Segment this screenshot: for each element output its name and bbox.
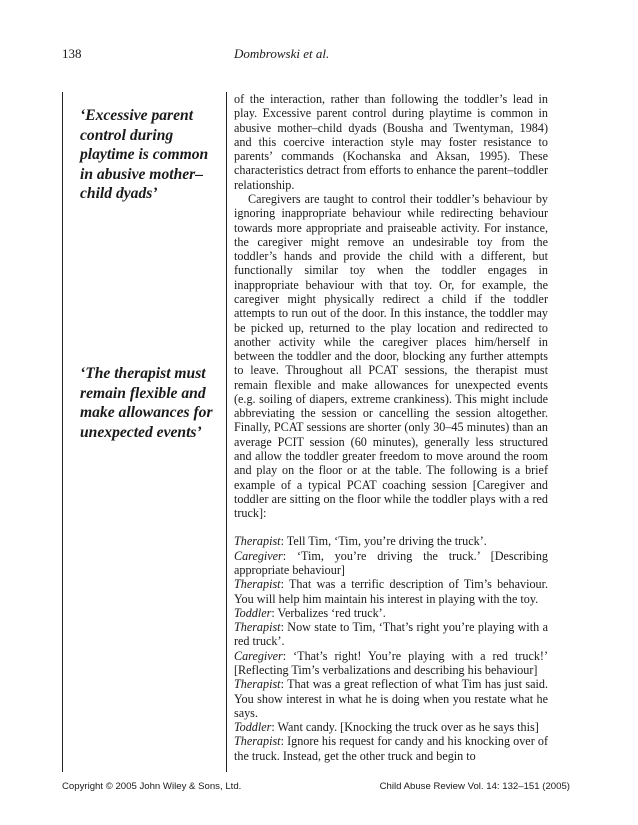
dialogue-line (234, 649, 548, 678)
copyright-notice: Copyright © 2005 John Wiley & Sons, Ltd. (62, 781, 242, 792)
speaker-label: Toddler (234, 720, 272, 735)
speaker-label: Caregiver (234, 548, 283, 563)
dialogue-text: : That was a great reflection of what Tim has just said. You show interest in what he is doing when you restate what he says. (234, 677, 548, 720)
body-paragraph: Caregivers are taught to control their toddler’s behaviour by ignoring inappropriate behaviour while redirecting behaviour towards more appropriate and praiseable activity. For instance, the caregiver might remove an undesirable toy from the toddler’s hands and provide the child with a different, but functionally similar toy when the toddler engages in inappropriate behaviour with that toy. Or, for example, the caregiver might physically redirect a child if the toddler attempts to run out of the door. In this instance, the toddler may be picked up, returned to the play location and redirected to another activity while the caregiver places him/herself in between the toddler and the door, blocking any further attempts to leave. Throughout all PCAT sessions, the therapist must remain flexible and make allowances for unexpected events (e.g. soiling of diapers, extreme crankiness). This might include abbreviating the session or cancelling the session altogether. Finally, PCAT sessions are shorter (only 30–45 minutes) than an average PCIT session (60 minutes), generally less structured and allow the toddler greater freedom to move around the room and play on the floor or at the table. The following is a brief example of a typical PCAT coaching session [Caregiver and toddler are sitting on the floor while the toddler plays with a red truck]: (234, 191, 548, 521)
pull-quote: ‘Excessive parent control during playtime is common in abusive mother–child dyads’ (80, 107, 209, 202)
body-text (234, 92, 548, 763)
journal-citation: Child Abuse Review Vol. 14: 132–151 (2005) (379, 781, 570, 792)
speaker-label: Therapist (234, 577, 281, 592)
dialogue-line (234, 620, 548, 649)
speaker-label: Therapist (234, 534, 281, 549)
dialogue-text: : Ignore his request for candy and his knocking over of the truck. Instead, get the other truck and begin to (234, 734, 548, 763)
body-paragraph: of the interaction, rather than following the toddler’s lead in play. Excessive parent control during playtime is common in abusive mother–child dyads (Bousha and Twentyman, 1984) and this coercive interaction style may foster resistance to parents’ commands (Kochanska and Aksan, 1995). These characteristics detract from efforts to enhance the parent–toddler relationship. (234, 92, 548, 192)
dialogue-text: : That was a terrific description of Tim’s behaviour. You will help him maintain his interest in playing with the toy. (234, 577, 548, 606)
dialogue-line (234, 534, 548, 548)
dialogue-text: : Want candy. [Knocking the truck over as he says this] (271, 720, 539, 735)
dialogue-line (234, 734, 548, 763)
page-footer (62, 781, 570, 795)
speaker-label: Therapist (234, 677, 281, 692)
column-divider-rule (226, 92, 227, 772)
dialogue-text: : Now state to Tim, ‘That’s right you’re playing with a red truck’. (234, 620, 548, 649)
speaker-label: Caregiver (234, 648, 283, 663)
sidebar-left-rule (62, 92, 63, 772)
running-head: Dombrowski et al. (234, 46, 330, 61)
dialogue-line (234, 677, 548, 720)
dialogue-transcript (234, 534, 548, 763)
speaker-label: Therapist (234, 734, 281, 749)
speaker-label: Toddler (234, 605, 272, 620)
dialogue-line (234, 606, 548, 620)
dialogue-line (234, 577, 548, 606)
page-header (62, 46, 570, 66)
dialogue-text: : ‘Tim, you’re driving the truck.’ [Describing appropriate behaviour] (234, 548, 548, 577)
dialogue-text: : Verbalizes ‘red truck’. (271, 605, 386, 620)
dialogue-text: : Tell Tim, ‘Tim, you’re driving the truck’. (280, 534, 487, 549)
dialogue-line (234, 720, 548, 734)
page-number: 138 (62, 46, 82, 61)
pull-quote: ‘The therapist must remain flexible and make allowances for unexpected events’ (80, 365, 213, 441)
dialogue-line (234, 549, 548, 578)
dialogue-text: : ‘That’s right! You’re playing with a red truck!’ [Reflecting Tim’s verbalizations and describing his behaviour] (234, 648, 548, 677)
speaker-label: Therapist (234, 620, 281, 635)
